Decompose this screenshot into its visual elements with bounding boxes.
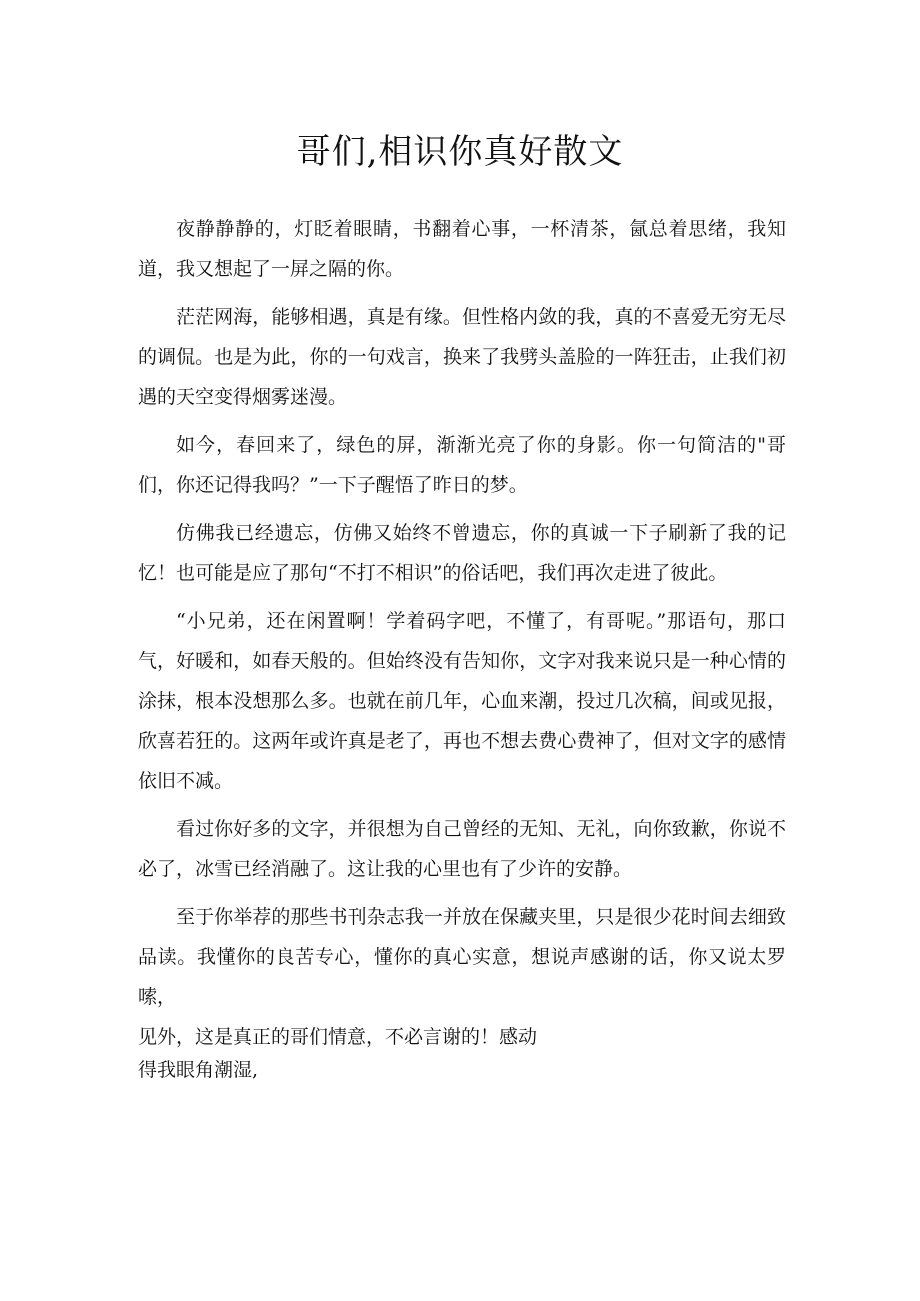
paragraph-7-tail: [138, 1017, 786, 1083]
paragraph-4: 仿佛我已经遗忘，仿佛又始终不曾遗忘，你的真诚一下子刷新了我的记忆！也可能是应了那句“不打不相识”的俗话吧，我们再次走进了彼此。: [138, 522, 786, 584]
tail-line-1: 见外，这是真正的哥们情意，不必言谢的！感动: [138, 1026, 538, 1048]
document-title: 哥们,相识你真好散文: [296, 132, 624, 172]
paragraph-5: “小兄弟，还在闲置啊！学着码字吧，不懂了，有哥呢。”那语句，那口气，好暖和，如春天般的。但始终没有告知你，文字对我来说只是一种心情的涂抹，根本没想那么多。也就在前几年，心血来潮，投过几次稿，间或见报，欣喜若狂的。这两年或许真是老了，再也不想去费心费神了，但对文字的感情依旧不减。: [138, 610, 786, 792]
paragraph-6: 看过你好多的文字，并很想为自己曾经的无知、无礼，向你致歉，你说不必了，冰雪已经消融了。这让我的心里也有了少许的安静。: [138, 818, 786, 880]
paragraph-7: 至于你举荐的那些书刊杂志我一并放在保藏夹里，只是很少花时间去细致品读。我懂你的良苦专心，懂你的真心实意，想说声感谢的话，你又说太罗嗦，: [138, 906, 786, 1008]
document-body: [138, 209, 786, 1083]
paragraph-1: 夜静静静的，灯眨着眼睛，书翻着心事，一杯清茶，氤总着思绪，我知道，我又想起了一屏之隔的你。: [138, 218, 786, 280]
tail-line-2: 得我眼角潮湿,: [138, 1059, 259, 1081]
paragraph-2: 茫茫网海，能够相遇，真是有缘。但性格内敛的我，真的不喜爱无穷无尽的调侃。也是为此，你的一句戏言，换来了我劈头盖脸的一阵狂击，止我们初遇的天空变得烟雾迷漫。: [138, 306, 786, 408]
paragraph-3: 如今，春回来了，绿色的屏，渐渐光亮了你的身影。你一句简洁的"哥们，你还记得我吗？”一下子醒悟了昨日的梦。: [138, 434, 786, 496]
